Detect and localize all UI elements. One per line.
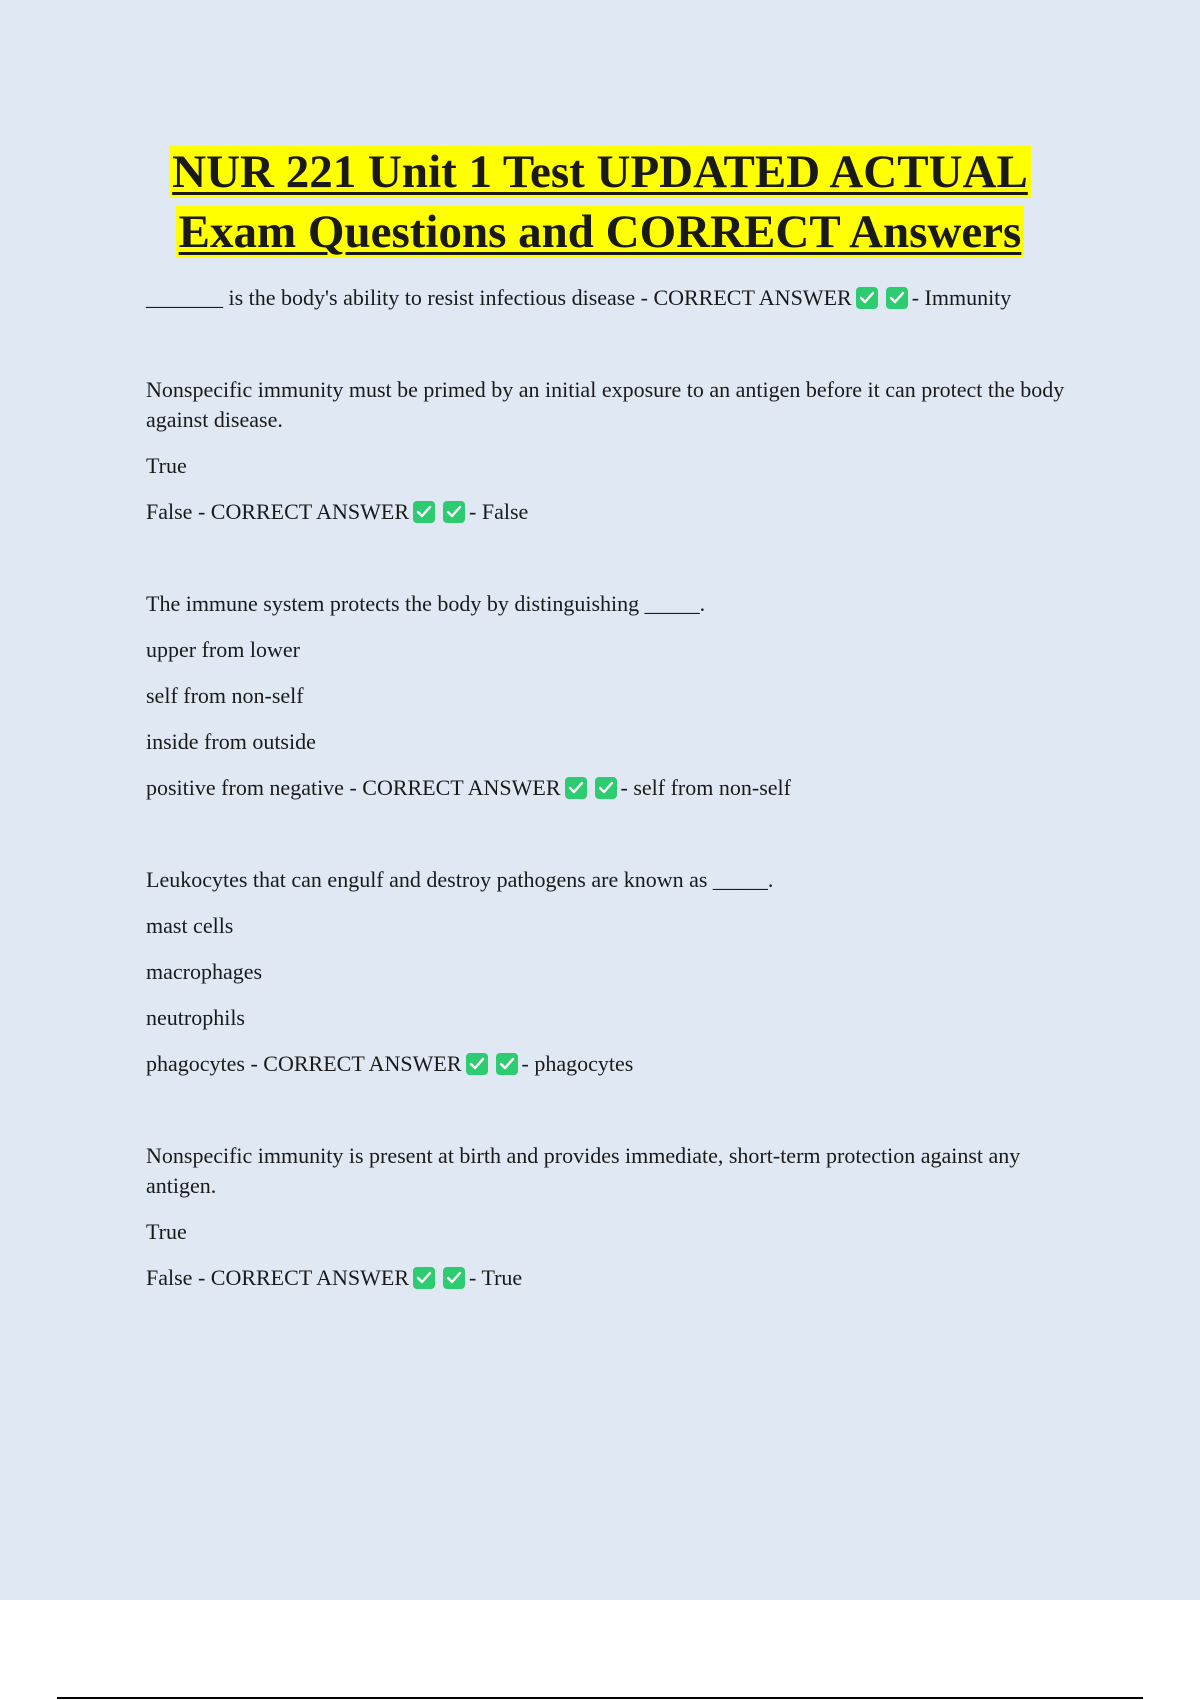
question-3-text: The immune system protects the body by distinguishing _____. bbox=[146, 591, 706, 616]
question-5-option-1: True bbox=[146, 1219, 187, 1244]
question-4-option-3: neutrophils bbox=[146, 1005, 245, 1030]
question-5-option-2-text: False - CORRECT ANSWER bbox=[146, 1265, 410, 1290]
question-5-option-2 bbox=[146, 1263, 1066, 1293]
question-2-option-2 bbox=[146, 497, 1066, 527]
question-3-option-4-text: positive from negative - CORRECT ANSWER bbox=[146, 775, 561, 800]
document-body bbox=[146, 283, 1066, 1355]
question-block-5 bbox=[146, 1141, 1066, 1293]
answer-3: - self from non-self bbox=[620, 775, 791, 800]
answer-4: - phagocytes bbox=[521, 1051, 634, 1076]
question-1 bbox=[146, 283, 1066, 313]
question-block-1 bbox=[146, 283, 1066, 313]
document-title bbox=[0, 142, 1200, 262]
check-mark-icon bbox=[413, 1267, 435, 1289]
question-block-2 bbox=[146, 375, 1066, 527]
question-3-option-4 bbox=[146, 773, 1066, 803]
answer-2: - False bbox=[469, 499, 529, 524]
question-block-3 bbox=[146, 589, 1066, 803]
question-4-option-4 bbox=[146, 1049, 1066, 1079]
question-4-text: Leukocytes that can engulf and destroy pathogens are known as _____. bbox=[146, 867, 774, 892]
question-3-option-3: inside from outside bbox=[146, 729, 316, 754]
page-divider bbox=[57, 1697, 1143, 1699]
question-2-option-1: True bbox=[146, 453, 187, 478]
title-line-1: NUR 221 Unit 1 Test UPDATED ACTUAL bbox=[169, 146, 1031, 198]
question-1-text: _______ is the body's ability to resist infectious disease - CORRECT ANSWER bbox=[146, 285, 852, 310]
check-mark-icon bbox=[443, 1267, 465, 1289]
check-mark-icon bbox=[595, 777, 617, 799]
check-mark-icon bbox=[565, 777, 587, 799]
check-mark-icon bbox=[466, 1053, 488, 1075]
answer-1: - Immunity bbox=[911, 285, 1012, 310]
question-2-text: Nonspecific immunity must be primed by an initial exposure to an antigen before it can protect the body against disease. bbox=[146, 377, 1065, 432]
question-4-option-2: macrophages bbox=[146, 959, 263, 984]
check-mark-icon bbox=[886, 287, 908, 309]
check-mark-icon bbox=[496, 1053, 518, 1075]
question-4-option-1: mast cells bbox=[146, 913, 234, 938]
title-line-2: Exam Questions and CORRECT Answers bbox=[176, 206, 1025, 258]
check-mark-icon bbox=[856, 287, 878, 309]
question-block-4 bbox=[146, 865, 1066, 1079]
answer-5: - True bbox=[469, 1265, 523, 1290]
question-4-option-4-text: phagocytes - CORRECT ANSWER bbox=[146, 1051, 462, 1076]
question-2-option-2-text: False - CORRECT ANSWER bbox=[146, 499, 410, 524]
question-5-text: Nonspecific immunity is present at birth and provides immediate, short-term protection against any antigen. bbox=[146, 1143, 1021, 1198]
check-mark-icon bbox=[413, 501, 435, 523]
question-3-option-2: self from non-self bbox=[146, 683, 304, 708]
check-mark-icon bbox=[443, 501, 465, 523]
question-3-option-1: upper from lower bbox=[146, 637, 300, 662]
